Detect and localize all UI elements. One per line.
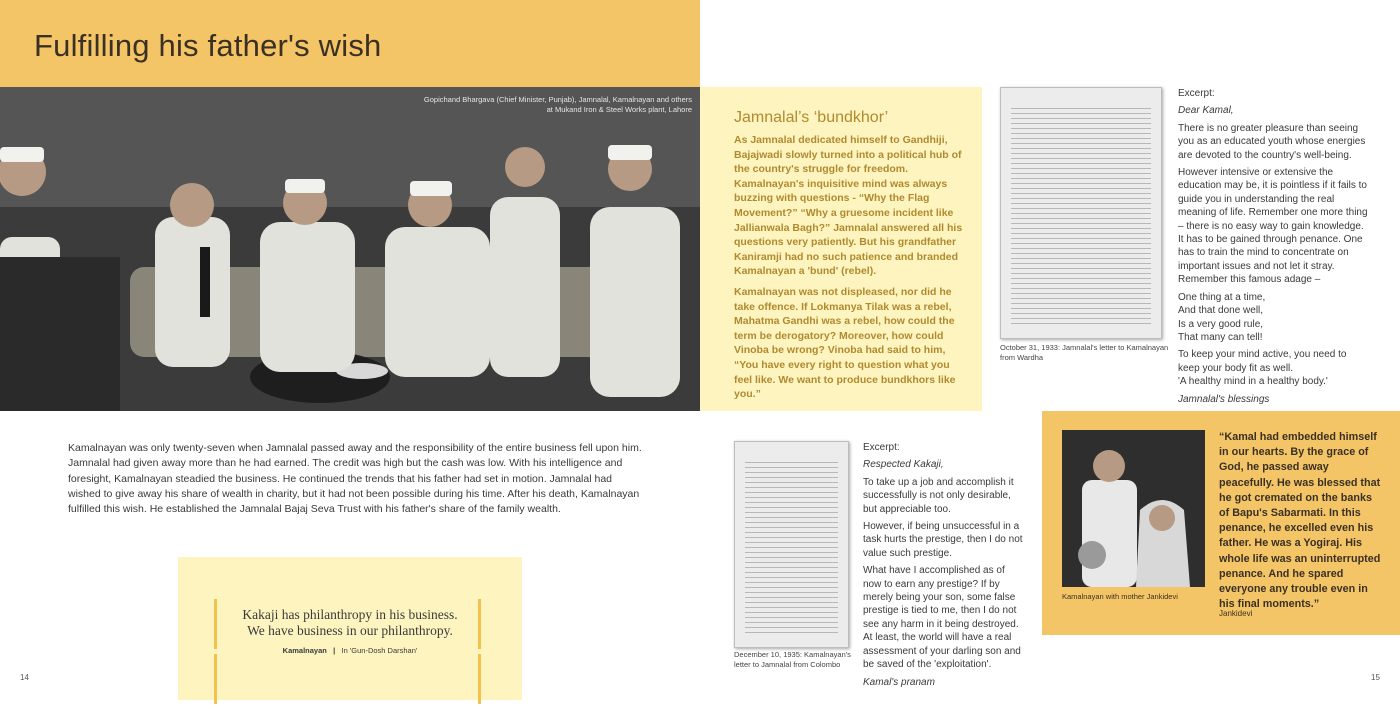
photo-caption-line: Gopichand Bhargava (Chief Minister, Punjab), Jamnalal, Kamalnayan and others xyxy=(423,95,692,104)
letter-caption-1935: December 10, 1935: Kamalnayan's letter to Jamnalal from Colombo xyxy=(734,650,851,669)
photo-caption-line: at Mukand Iron & Steel Works plant, Lahore xyxy=(546,105,692,114)
excerpt-line: 'A healthy mind in a healthy body.' xyxy=(1178,376,1328,388)
letter-image-1935 xyxy=(734,441,849,648)
letter-image-1933 xyxy=(1000,87,1162,339)
jankidevi-photo-illustration xyxy=(1062,430,1205,587)
excerpt-signoff: Kamal's pranam xyxy=(863,676,935,688)
adage-line: And that done well, xyxy=(1178,305,1264,317)
quote-source: In 'Gun-Dosh Darshan' xyxy=(341,646,418,655)
jankidevi-quote: “Kamal had embedded himself in our hearts. By the grace of God, he passed away peacefully. He was blessed that he got cremated on the banks of Bapu's Sabarmati. In this penance, he excelled even his father. He was a Yogiraj. His whole life was an uninterrupted penance. And he spared everyone any trouble even in his final moments.” xyxy=(1219,431,1381,611)
excerpt-paragraph: However intensive or extensive the education may be, it is pointless if it fails to guide you in understanding the real meaning of life. Remember one more thing – there is no easy way to gain knowledge. It has to be gained through penance. One has to train the mind to concentrate on important issues and not let it stray. Remember this famous adage – xyxy=(1178,167,1368,286)
handwriting-lines xyxy=(1011,104,1151,328)
letter-excerpt-1933 xyxy=(1178,87,1368,410)
page-title: Fulfilling his father's wish xyxy=(34,28,382,63)
excerpt-line: To keep your mind active, you need to keep your body fit as well. xyxy=(1178,349,1347,374)
page-number-left: 14 xyxy=(20,673,29,682)
excerpt-label: Excerpt: xyxy=(863,442,900,453)
quote-separator: | xyxy=(333,646,336,655)
group-photo xyxy=(0,87,700,411)
excerpt-adage xyxy=(1178,291,1368,345)
excerpt-paragraph: What have I accomplished as of now to earn any prestige? If by merely being your son, some false prestige is tied to me, then I do not see any harm in it being destroyed. At least, the world will have a real assessment of your darling son and be saved of the 'exploitation'. xyxy=(863,565,1021,671)
jankidevi-attribution: Jankidevi xyxy=(1219,609,1253,618)
bundkhor-panel xyxy=(700,87,982,411)
letter-excerpt-1935 xyxy=(863,441,1023,693)
excerpt-paragraph: However, if being unsuccessful in a task hurts the prestige, then I do not value such prestige. xyxy=(863,521,1023,559)
excerpt-paragraph: To take up a job and accomplish it successfully is not only desirable, but appreciable too. xyxy=(863,476,1014,515)
adage-line: Is a very good rule, xyxy=(1178,318,1264,330)
excerpt-label: Excerpt: xyxy=(1178,88,1215,99)
excerpt-salutation: Respected Kakaji, xyxy=(863,459,944,471)
excerpt-paragraph xyxy=(1178,348,1368,388)
adage-line: That many can tell! xyxy=(1178,331,1263,343)
excerpt-salutation: Dear Kamal, xyxy=(1178,105,1234,117)
excerpt-signoff: Jamnalal's blessings xyxy=(1178,393,1270,405)
bundkhor-heading: Jamnalal’s ‘bundkhor’ xyxy=(734,109,889,126)
bundkhor-paragraph: As Jamnalal dedicated himself to Gandhiji, Bajajwadi slowly turned into a political hub of the country's struggle for freedom. Kamalnayan's inquisitive mind was always buzzing with questions - “Why the Flag Movement?” “Why a gruesome incident like Jallianwala Bagh?” Jamnalal answered all his questions very patiently. But his grandfather Kaniramji had no such patience and branded Kamalnayan a 'bund' (rebel). xyxy=(734,134,963,278)
quote-attribution xyxy=(218,646,482,655)
handwriting-lines xyxy=(745,458,838,637)
quote-box xyxy=(178,557,522,700)
jankidevi-photo-caption: Kamalnayan with mother Jankidevi xyxy=(1062,592,1178,601)
excerpt-paragraph: There is no greater pleasure than seeing you as an educated youth whose energies are devoted to the country's well-being. xyxy=(1178,122,1366,161)
body-paragraph xyxy=(68,441,643,517)
letter-caption-1933: October 31, 1933: Jamnalal's letter to Kamalnayan from Wardha xyxy=(1000,343,1169,362)
quote-text xyxy=(218,607,482,639)
photo-caption xyxy=(392,95,692,115)
quote-line: Kakaji has philanthropy in his business. xyxy=(242,607,458,622)
quote-author: Kamalnayan xyxy=(282,646,327,655)
group-photo-illustration xyxy=(0,87,700,411)
jankidevi-photo xyxy=(1062,430,1205,587)
adage-line: One thing at a time, xyxy=(1178,291,1266,303)
bundkhor-paragraph: Kamalnayan was not displeased, nor did he take offence. If Lokmanya Tilak was a rebel, Mahatma Gandhi was a rebel, how could the term be derogatory? Moreover, how could Vinoba be wrong? Vinoba had said to him, “You have every right to question what you feel like. We want to produce bundkhors like you.” xyxy=(734,285,956,401)
page-number-right: 15 xyxy=(1371,673,1380,682)
body-paragraph-text: Kamalnayan was only twenty-seven when Jamnalal passed away and the responsibility of the entire business fell upon him. Jamnalal had given away more than he had earned. The credit was high but the cash was low. With his intelligence and foresight, Kamalnayan steadied the business. He continued the trends that his father had set in motion. Jamnalal had wished to give away his share of wealth in charity, but it had not been possible during his time. After his death, Kamalnayan fulfilled this wish. He established the Jamnalal Bajaj Seva Trust with his father's share of the family wealth. xyxy=(68,442,642,516)
quote-line: We have business in our philanthropy. xyxy=(247,623,453,638)
